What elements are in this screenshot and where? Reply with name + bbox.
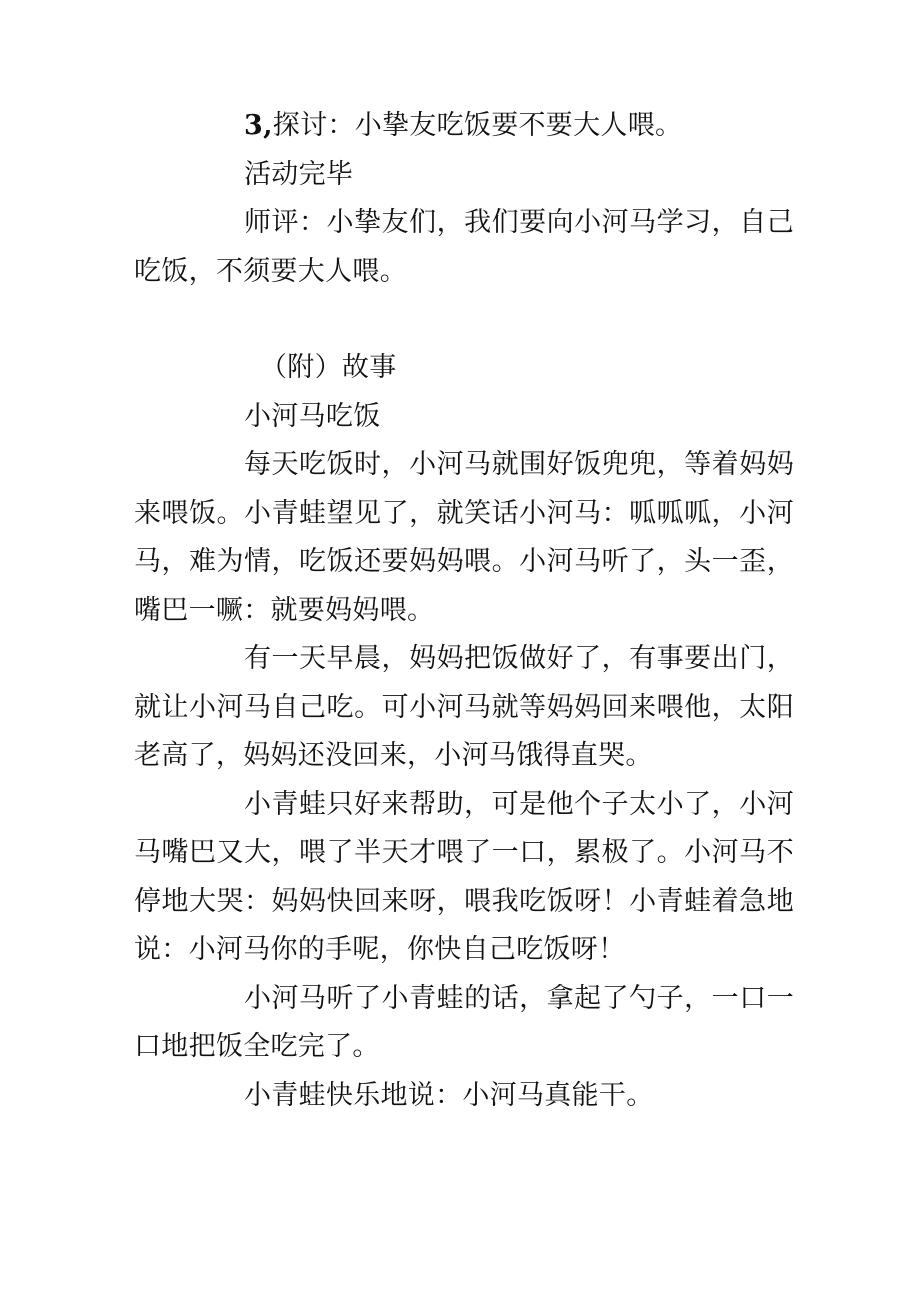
story-paragraph-3: 小青蛙只好来帮助，可是他个子太小了，小河马嘴巴又大，喂了半天才喂了一口，累极了。小河马不停地大哭：妈妈快回来呀，喂我吃饭呀！小青蛙着急地说：小河马你的手呢，你快自己吃饭呀！ — [134, 788, 794, 965]
paragraph-discussion — [134, 102, 794, 151]
blank-line — [134, 296, 794, 344]
story-paragraph-2: 有一天早晨，妈妈把饭做好了，有事要出门，就让小河马自己吃。可小河马就等妈妈回来喂他，太阳老高了，妈妈还没回来，小河马饿得直哭。 — [134, 643, 794, 771]
paragraph-discussion-text: 探讨：小挚友吃饭要不要大人喂。 — [272, 110, 683, 141]
story-paragraph-5: 小青蛙快乐地说：小河马真能干。 — [244, 1079, 654, 1111]
paragraph-teacher-comment: 师评：小挚友们，我们要向小河马学习，自己吃饭，不须要大人喂。 — [134, 207, 794, 287]
appendix-heading: （附）故事 — [260, 352, 397, 383]
story-paragraph-1: 每天吃饭时，小河马就围好饭兜兜，等着妈妈来喂饭。小青蛙望见了，就笑话小河马：呱呱呱，小河马，难为情，吃饭还要妈妈喂。小河马听了，头一歪，嘴巴一噘：就要妈妈喂。 — [134, 449, 794, 626]
document-body — [134, 102, 794, 1120]
paragraph-activity-end: 活动完毕 — [244, 158, 354, 190]
item-number: 3, — [244, 110, 273, 141]
story-title: 小河马吃饭 — [244, 400, 381, 432]
story-paragraph-4: 小河马听了小青蛙的话，拿起了勺子，一口一口地把饭全吃完了。 — [134, 982, 794, 1062]
